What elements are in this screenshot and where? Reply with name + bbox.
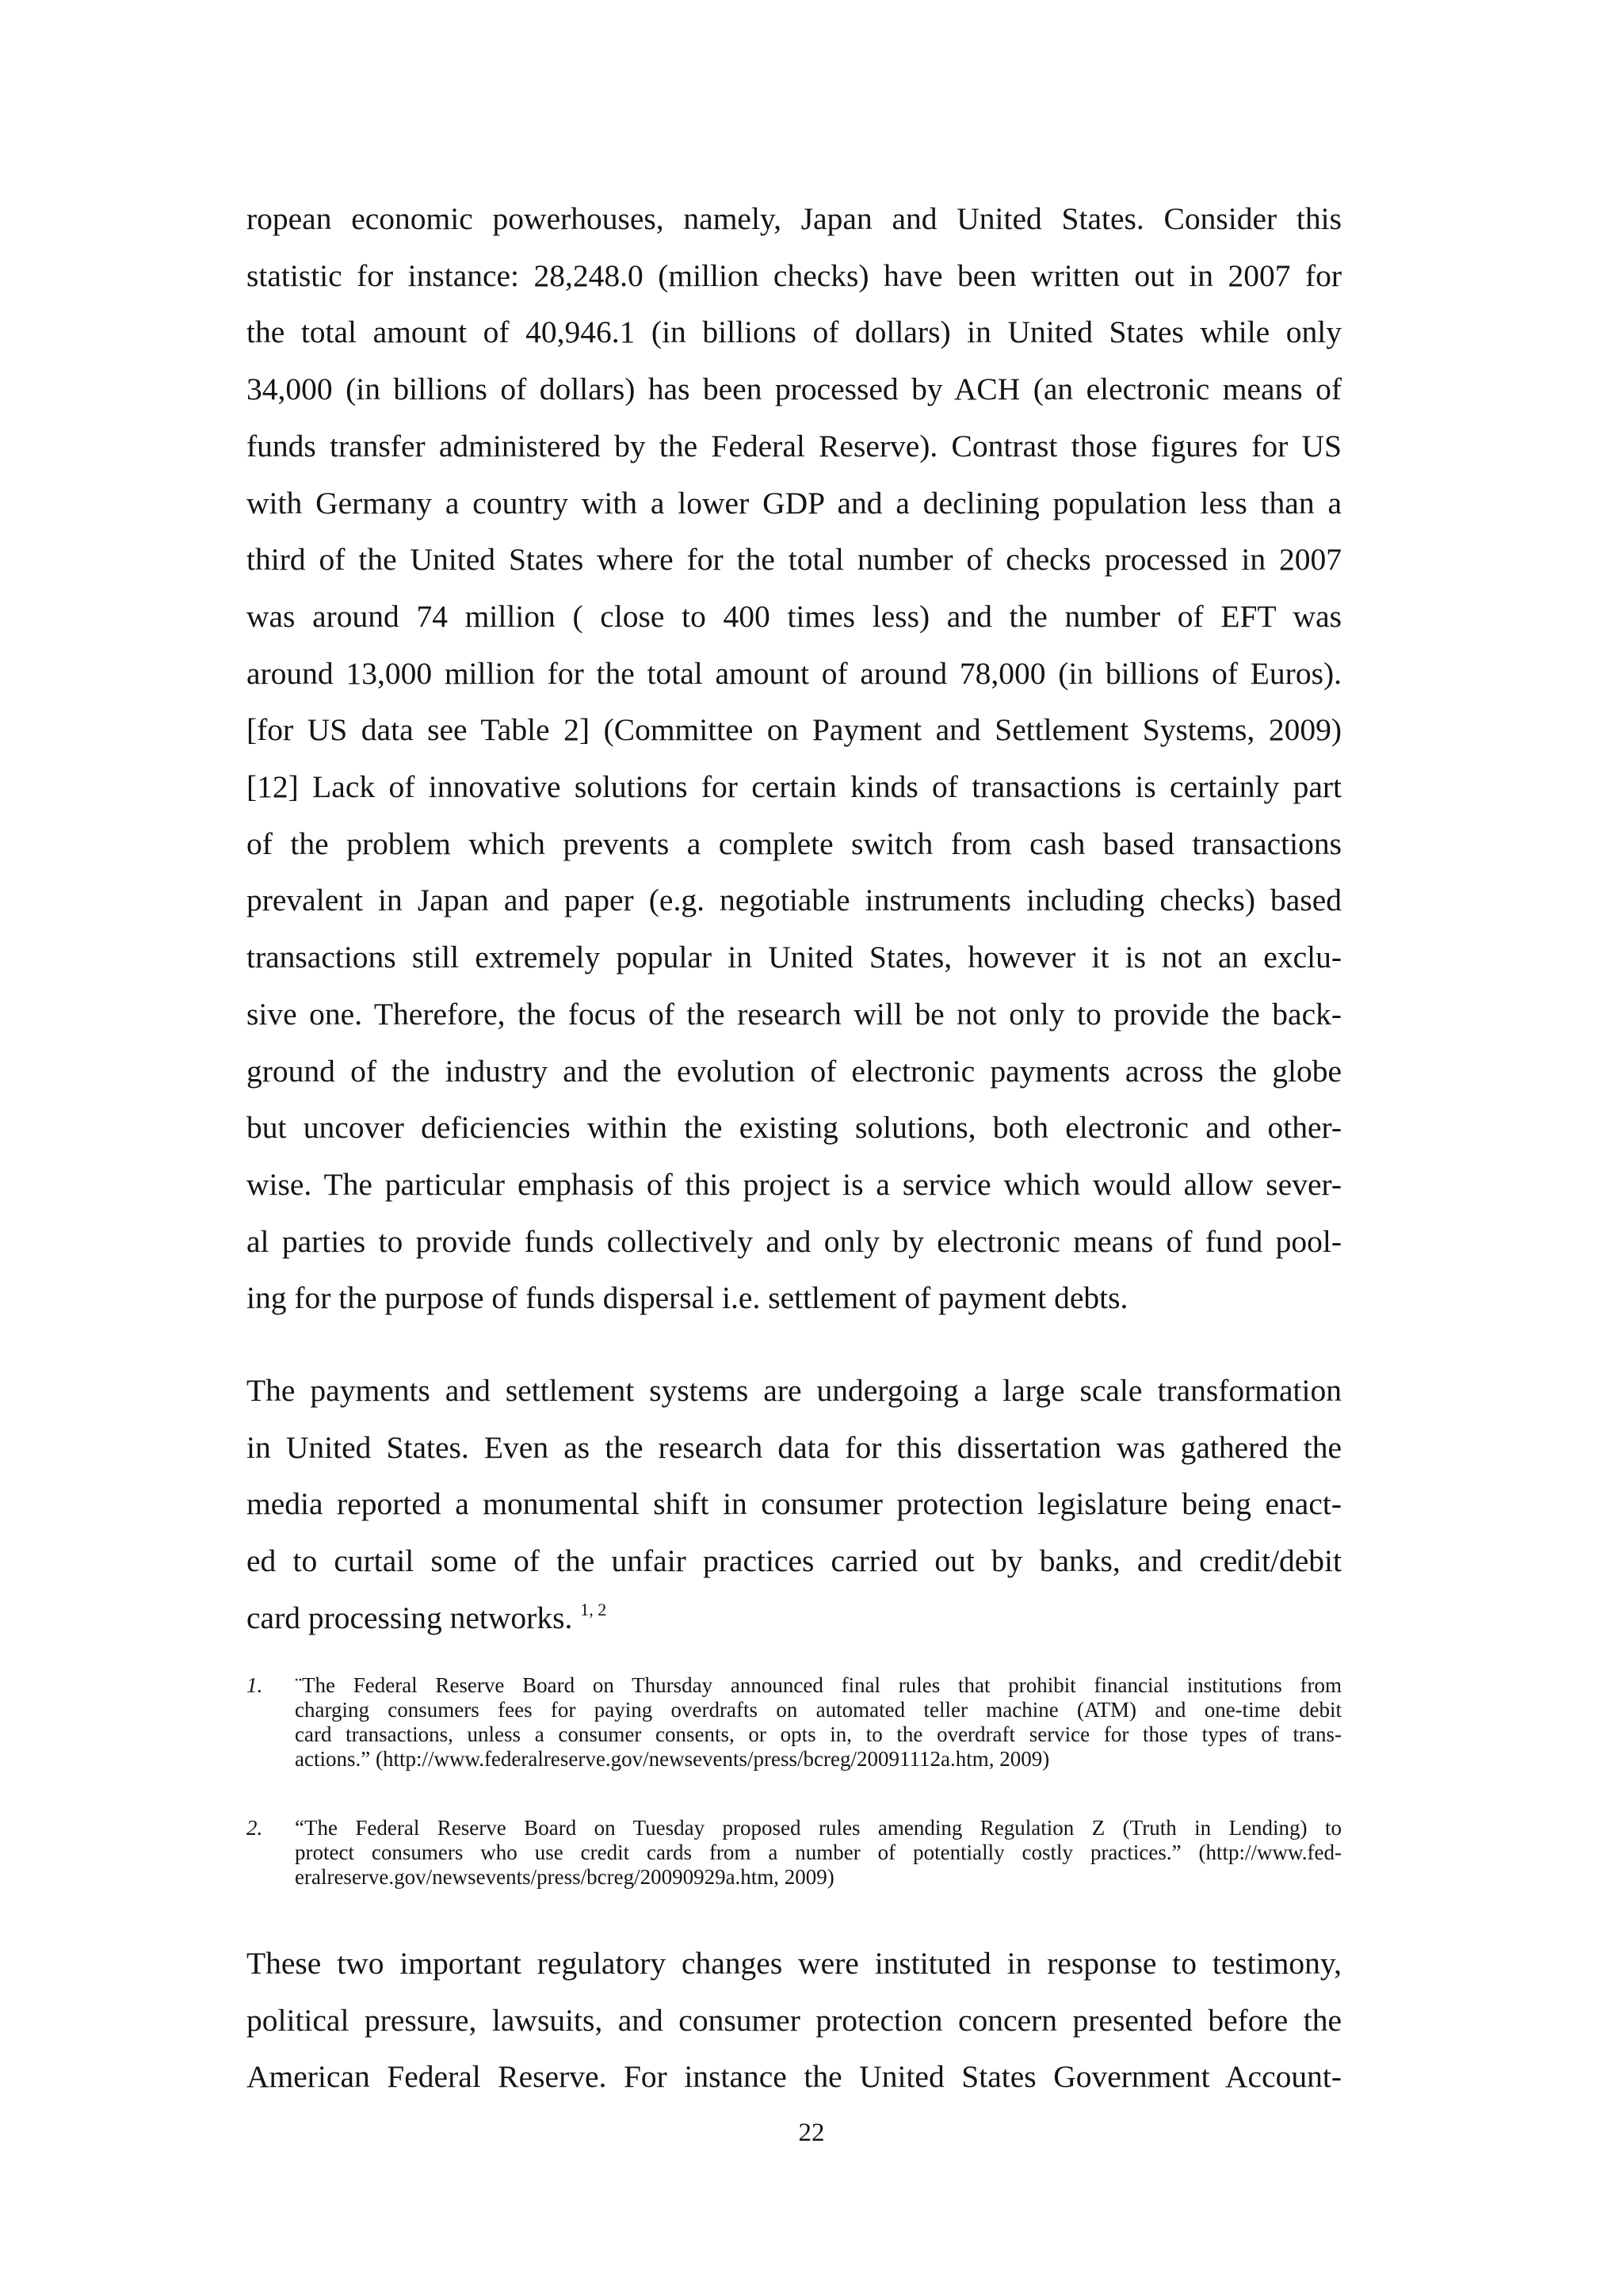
footnote-line: card transactions, unless a consumer consents, or opts in, to the overdraft service for those types of trans- bbox=[295, 1722, 1342, 1746]
page-number: 22 bbox=[798, 2119, 825, 2147]
text-line: with Germany a country with a lower GDP and a declining population less than a bbox=[246, 485, 1342, 521]
footnote-line: ¨The Federal Reserve Board on Thursday announced final rules that prohibit financial institutions from bbox=[295, 1673, 1342, 1697]
text-line: was around 74 million ( close to 400 times less) and the number of EFT was bbox=[246, 598, 1342, 634]
text-line-with-footnote-refs bbox=[246, 1590, 1342, 1647]
text-line: third of the United States where for the total number of checks processed in 2007 bbox=[246, 542, 1342, 578]
text-line: around 13,000 million for the total amount of around 78,000 (in billions of Euros). bbox=[246, 655, 1342, 691]
text-line: sive one. Therefore, the focus of the research will be not only to provide the back- bbox=[246, 996, 1342, 1032]
text-line: The payments and settlement systems are undergoing a large scale transformation bbox=[246, 1373, 1342, 1408]
text-line: ed to curtail some of the unfair practices carried out by banks, and credit/debit bbox=[246, 1543, 1342, 1579]
text-line: statistic for instance: 28,248.0 (million checks) have been written out in 2007 for bbox=[246, 257, 1342, 293]
footnote-line: protect consumers who use credit cards from a number of potentially costly practices.” (http://www.fed- bbox=[295, 1840, 1342, 1864]
footnote-line: charging consumers fees for paying overdrafts on automated teller machine (ATM) and one-time debit bbox=[295, 1698, 1342, 1722]
body-paragraph-3 bbox=[246, 1936, 1342, 2106]
text-line: in United States. Even as the research data for this dissertation was gathered the bbox=[246, 1429, 1342, 1465]
footnote-text bbox=[295, 1816, 1342, 1890]
text-line: prevalent in Japan and paper (e.g. negotiable instruments including checks) based bbox=[246, 883, 1342, 918]
footnote-reference: 1, 2 bbox=[580, 1599, 607, 1619]
text-line: wise. The particular emphasis of this project is a service which would allow sever- bbox=[246, 1166, 1342, 1202]
text-line: ing for the purpose of funds dispersal i.e. settlement of payment debts. bbox=[246, 1280, 1128, 1316]
text-line: transactions still extremely popular in United States, however it is not an exclu- bbox=[246, 940, 1342, 975]
body-paragraph-1 bbox=[246, 191, 1342, 1327]
text-line: al parties to provide funds collectively and only by electronic means of fund pool- bbox=[246, 1223, 1342, 1259]
text-line: the total amount of 40,946.1 (in billions of dollars) in United States while only bbox=[246, 315, 1342, 350]
text-line: funds transfer administered by the Federal Reserve). Contrast those figures for US bbox=[246, 428, 1342, 463]
footnote-line: actions.” (http://www.federalreserve.gov/newsevents/press/bcreg/20091112a.htm, 2009) bbox=[295, 1747, 1050, 1771]
footnote-number: 1. bbox=[246, 1673, 263, 1697]
text-line: but uncover deficiencies within the existing solutions, both electronic and other- bbox=[246, 1110, 1342, 1146]
text-line: ropean economic powerhouses, namely, Japan and United States. Consider this bbox=[246, 201, 1342, 236]
text-line: card processing networks. bbox=[246, 1600, 573, 1635]
text-line: [for US data see Table 2] (Committee on Payment and Settlement Systems, 2009) bbox=[246, 712, 1342, 748]
footnote-number: 2. bbox=[246, 1816, 263, 1840]
text-line: political pressure, lawsuits, and consumer protection concern presented before the bbox=[246, 2002, 1342, 2038]
footnote-line: “The Federal Reserve Board on Tuesday proposed rules amending Regulation Z (Truth in Lending) to bbox=[295, 1816, 1342, 1840]
text-line: of the problem which prevents a complete switch from cash based transactions bbox=[246, 826, 1342, 861]
text-line: 34,000 (in billions of dollars) has been processed by ACH (an electronic means of bbox=[246, 372, 1342, 407]
footnote-text bbox=[295, 1673, 1342, 1772]
text-line: media reported a monumental shift in consumer protection legislature being enact- bbox=[246, 1486, 1342, 1522]
text-line: [12] Lack of innovative solutions for certain kinds of transactions is certainly part bbox=[246, 769, 1342, 805]
body-paragraph-2 bbox=[246, 1363, 1342, 1647]
text-line: These two important regulatory changes were instituted in response to testimony, bbox=[246, 1946, 1342, 1981]
footnote-line: eralreserve.gov/newsevents/press/bcreg/20090929a.htm, 2009) bbox=[295, 1865, 834, 1889]
text-line: ground of the industry and the evolution of electronic payments across the globe bbox=[246, 1053, 1342, 1089]
text-line: American Federal Reserve. For instance the United States Government Account- bbox=[246, 2059, 1342, 2095]
